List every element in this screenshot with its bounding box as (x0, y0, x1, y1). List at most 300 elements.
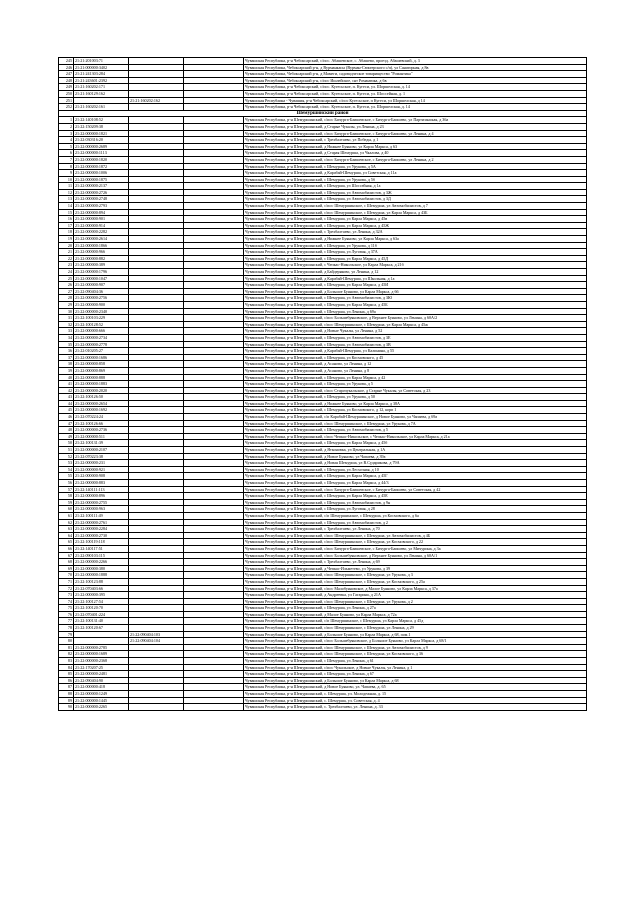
extra-number-cell (184, 493, 244, 500)
cadastral-number-cell: 21:22:000000:914 (74, 222, 129, 229)
address-cell: Чувашская Республика, р-н Шемуршинский, с Шемурша, ул Автомобилистов, д 5 (244, 427, 587, 434)
table-row (59, 480, 587, 487)
previous-number-cell (129, 572, 184, 579)
row-number-cell: 21 (59, 249, 74, 256)
extra-number-cell (184, 447, 244, 454)
table-row (59, 677, 587, 684)
table-row (59, 578, 587, 585)
cadastral-number-cell: 21:22:000000:1872 (74, 163, 129, 170)
previous-number-cell (129, 269, 184, 276)
previous-number-cell (129, 203, 184, 210)
row-number-cell: 245 (59, 58, 74, 65)
row-number-cell: 56 (59, 480, 74, 487)
address-cell: Чувашская Республика, р-н Шемуршинский, д Старые Чукалы, ул Ленина, д 23 (244, 123, 587, 130)
previous-number-cell (129, 58, 184, 65)
row-number-cell: 46 (59, 414, 74, 421)
cadastral-number-cell: 21:22:000000:2266 (74, 559, 129, 566)
cadastral-number-cell: 21:22:000000:2282 (74, 229, 129, 236)
previous-number-cell (129, 90, 184, 97)
extra-number-cell (184, 519, 244, 526)
cadastral-number-cell: 21:22:000000:2755 (74, 499, 129, 506)
row-number-cell: 19 (59, 236, 74, 243)
extra-number-cell (184, 559, 244, 566)
row-number-cell: 23 (59, 262, 74, 269)
table-row (59, 288, 587, 295)
table-row (59, 598, 587, 605)
row-number-cell: 54 (59, 466, 74, 473)
cadastral-number-cell: 21:22:000000:2265 (74, 704, 129, 711)
cadastral-number-cell: 21:22:000000:2020 (74, 387, 129, 394)
address-cell: Чувашская Республика, р-н Шемуршинский, с Шемурша, ул Карла Маркса, д 45Ж (244, 222, 587, 229)
table-row (59, 71, 587, 78)
cadastral-number-cell: 21:22:090103:115 (74, 552, 129, 559)
address-cell: Чувашская Республика, р-н Шемуршинский, с Шемурша, ул Урукова, д 11б (244, 242, 587, 249)
cadastral-number-cell: 21:22:070401:224 (74, 611, 129, 618)
extra-number-cell (184, 334, 244, 341)
cadastral-number-cell: 21:22:000000:1888 (74, 572, 129, 579)
table-row (59, 499, 587, 506)
table-row (59, 433, 587, 440)
row-number-cell: 85 (59, 671, 74, 678)
cadastral-number-cell: 21:22:100131:39 (74, 440, 129, 447)
extra-number-cell (184, 170, 244, 177)
extra-number-cell (184, 150, 244, 157)
previous-number-cell (129, 295, 184, 302)
table-row (59, 315, 587, 322)
cadastral-number-cell: 21:22:000000:1821 (74, 130, 129, 137)
previous-number-cell (129, 658, 184, 665)
row-number-cell: 7 (59, 156, 74, 163)
extra-number-cell (184, 117, 244, 124)
cadastral-number-cell: 21:22:000000:1796 (74, 269, 129, 276)
cadastral-number-cell: 21:22:000000:2654 (74, 400, 129, 407)
row-number-cell: 17 (59, 222, 74, 229)
row-number-cell: 58 (59, 493, 74, 500)
cadastral-number-cell: 21:22:000000:894 (74, 209, 129, 216)
address-cell: Чувашская Республика, р-н Шемуршинский, д Новая Шемурша, ул В.Сударикова, д 79А (244, 460, 587, 467)
extra-number-cell (184, 552, 244, 559)
table-row (59, 189, 587, 196)
cadastral-number-cell: 21:22:000000:2756 (74, 295, 129, 302)
address-cell: Чувашская Республика, р-н Шемуршинский, с/пос Большебуяновское, д Верхнее Буяново, ул Ленина, д 60А/2 (244, 315, 587, 322)
extra-number-cell (184, 255, 244, 262)
extra-number-cell (184, 203, 244, 210)
row-number-cell: 65 (59, 539, 74, 546)
table-row (59, 704, 587, 711)
cadastral-number-cell: 21:22:000000:2284 (74, 526, 129, 533)
address-cell: Чувашская Республика, р-н Шемуршинский, с Шемурша, ул Автомобилистов, д 3Е (244, 334, 587, 341)
previous-number-cell (129, 137, 184, 144)
table-row (59, 236, 587, 243)
address-cell: Чувашская Республика, р-н Чебоксарский, с/пос. Кугесьское, п. Кугеси, ул. Шоршелская, д. 14 (244, 84, 587, 91)
address-cell: Чувашская Республика, р-н Шемуршинский, д Малое Буяново, ул Карла Маркса, д 72а (244, 611, 587, 618)
address-cell: Чувашская Республика, р-н Шемуршинский, с/пос Шемуршинское, с Шемурша, ул Космовского, д 22 (244, 539, 587, 546)
table-row (59, 493, 587, 500)
address-cell: Чувашская Республика, р-н Чебоксарский, с/пос. Кугесьское, п. Кугеси, ул. Шоршелская, д. 14 (244, 104, 587, 111)
cadastral-number-cell: 21:22:000000:2730 (74, 532, 129, 539)
cadastral-number-cell: 21:22:070403:66 (74, 585, 129, 592)
table-row (59, 275, 587, 282)
cadastral-number-cell: 21:22:100127:54 (74, 598, 129, 605)
row-number-cell: 31 (59, 315, 74, 322)
address-cell: Чувашская Республика, р-н Шемуршинский, с. Трехбалтаево, ул. Ленина, д. 33 (244, 704, 587, 711)
extra-number-cell (184, 90, 244, 97)
row-number-cell: 59 (59, 499, 74, 506)
cadastral-number-cell: 21:22:100131:40 (74, 618, 129, 625)
row-number-cell: 86 (59, 677, 74, 684)
previous-number-cell (129, 77, 184, 84)
cadastral-number-cell (74, 638, 129, 645)
previous-number-cell (129, 598, 184, 605)
address-cell: Чувашская Республика, р-н Шемуршинский, с Шемурша, ул Космовского, д 45 (244, 354, 587, 361)
extra-number-cell (184, 262, 244, 269)
table-row (59, 460, 587, 467)
row-number-cell: 67 (59, 552, 74, 559)
address-cell: Чувашская Республика, р-н Шемуршинский, с Шемурша, ул Урукова, д 5б (244, 176, 587, 183)
extra-number-cell (184, 512, 244, 519)
table-row (59, 651, 587, 658)
cadastral-number-cell: 21:22:030316:20 (74, 137, 129, 144)
cadastral-number-cell: 21:21:160129:162 (74, 90, 129, 97)
address-cell: Чувашская Республика, р-н Шемуршинский, с Шемурша, ул Урукова, д 50 (244, 394, 587, 401)
previous-number-cell (129, 671, 184, 678)
extra-number-cell (184, 308, 244, 315)
table-row (59, 605, 587, 612)
row-number-cell: 22 (59, 255, 74, 262)
address-cell: Чувашская Республика, р-н Шемуршинский, с/пос Бичурга-Баишевское, с Бичурга-Баишево, ул Мичурина, д 3а (244, 545, 587, 552)
cadastral-number-cell: 21:22:000000:2726 (74, 189, 129, 196)
document-page (58, 57, 586, 711)
table-row (59, 611, 587, 618)
address-cell: Чувашская Республика, р-н Шемуршинский, с Шемурша, ул Ленина, д 61 (244, 658, 587, 665)
extra-number-cell (184, 427, 244, 434)
previous-number-cell (129, 420, 184, 427)
row-number-cell: 6 (59, 150, 74, 157)
previous-number-cell (129, 387, 184, 394)
cadastral-number-cell: 21:22:100126:50 (74, 394, 129, 401)
cadastral-number-cell: 21:22:140117:51 (74, 545, 129, 552)
row-number-cell: 63 (59, 526, 74, 533)
table-row (59, 453, 587, 460)
table-row (59, 84, 587, 91)
address-cell: Чувашская Республика, р-н Шемуршинский, с Шемурша, ул Карла Маркса, д 45Г (244, 473, 587, 480)
table-row (59, 486, 587, 493)
row-number-cell: 57 (59, 486, 74, 493)
table-row (59, 618, 587, 625)
previous-number-cell (129, 255, 184, 262)
extra-number-cell (184, 420, 244, 427)
extra-number-cell (184, 407, 244, 414)
table-row (59, 295, 587, 302)
cadastral-number-cell: 21:22:000000:511 (74, 433, 129, 440)
address-cell: Чувашская Республика, р-н Шемуршинский, с/пос Шемуршинское, с Шемурша, ул Урукова, д 2 (244, 598, 587, 605)
row-number-cell: 81 (59, 644, 74, 651)
extra-number-cell (184, 196, 244, 203)
row-number-cell: 252 (59, 104, 74, 111)
extra-number-cell (184, 137, 244, 144)
table-row (59, 394, 587, 401)
row-number-cell: 77 (59, 618, 74, 625)
extra-number-cell (184, 361, 244, 368)
table-row (59, 341, 587, 348)
table-row (59, 196, 587, 203)
address-cell: Чувашская Республика, р-н Шемуршинский, д Асаново, ул Ленина, д 12 (244, 361, 587, 368)
address-cell: Чувашская Республика, Чебоксарский р-н, с/пос Ишлейское, снт Романтика, д 6в (244, 77, 587, 84)
address-cell: Чувашская Республика, р-н Шемуршинский, с/п Шемуршинское, с Шемурша, ул Космовского, д 6а (244, 512, 587, 519)
address-cell: Чувашская Республика, р-н Шемуршинский, с/пос Шемуршинское, с Шемурша, ул Автомобилистов, д 9 (244, 644, 587, 651)
previous-number-cell (129, 427, 184, 434)
table-row (59, 348, 587, 355)
cadastral-number-cell: 21:21:160202:161 (74, 104, 129, 111)
cadastral-number-cell: 21:22:000000:901 (74, 216, 129, 223)
table-row (59, 519, 587, 526)
previous-number-cell (129, 321, 184, 328)
extra-number-cell (184, 598, 244, 605)
row-number-cell: 249 (59, 84, 74, 91)
previous-number-cell (129, 684, 184, 691)
extra-number-cell (184, 618, 244, 625)
row-number-cell: 24 (59, 269, 74, 276)
extra-number-cell (184, 578, 244, 585)
table-row (59, 506, 587, 513)
row-number-cell: 79 (59, 631, 74, 638)
table-row (59, 90, 587, 97)
cadastral-number-cell: 21:22:000000:1883 (74, 381, 129, 388)
address-cell: Чувашская Республика, р-н Шемуршинский, с Шемурша, ул Автомобилистов, д 3Д (244, 196, 587, 203)
previous-number-cell (129, 407, 184, 414)
cadastral-number-cell: 21:22:000000:389 (74, 262, 129, 269)
cadastral-number-cell: 21:22:000000:921 (74, 466, 129, 473)
extra-number-cell (184, 691, 244, 698)
row-number-cell: 75 (59, 605, 74, 612)
table-row (59, 242, 587, 249)
previous-number-cell (129, 519, 184, 526)
row-number-cell: 61 (59, 512, 74, 519)
row-number-cell: 5 (59, 143, 74, 150)
address-cell: Чувашская Республика, р-н Шемуршинский, д Новые Чукалы, ул Ленина, д 52 (244, 328, 587, 335)
previous-number-cell (129, 334, 184, 341)
table-row (59, 163, 587, 170)
address-cell: Чувашская Республика, р-н Шемуршинский, с. Шемурша, ул. Молодежная, д. 15 (244, 691, 587, 698)
cadastral-number-cell: 21:22:100120:70 (74, 605, 129, 612)
cadastral-number-cell: 21:22:000000:2793 (74, 203, 129, 210)
previous-number-cell (129, 84, 184, 91)
extra-number-cell (184, 301, 244, 308)
previous-number-cell (129, 486, 184, 493)
previous-number-cell (129, 605, 184, 612)
previous-number-cell (129, 578, 184, 585)
row-number-cell: 80 (59, 638, 74, 645)
extra-number-cell (184, 480, 244, 487)
row-number-cell: 49 (59, 433, 74, 440)
address-cell: Чувашская Республика, р-н Шемуршинский, с Шемурша, ул Шоссейная, д 1а (244, 183, 587, 190)
extra-number-cell (184, 440, 244, 447)
previous-number-cell (129, 328, 184, 335)
table-row (59, 97, 587, 104)
extra-number-cell (184, 71, 244, 78)
previous-number-cell (129, 460, 184, 467)
row-number-cell: 45 (59, 407, 74, 414)
row-number-cell: 51 (59, 447, 74, 454)
cadastral-number-cell: 21:22:000000:908 (74, 473, 129, 480)
address-cell: Чувашская Республика, р-н Шемуршинский, д Байдеряково, ул Ленина, д 12 (244, 269, 587, 276)
row-number-cell: 35 (59, 341, 74, 348)
row-number-cell: 50 (59, 440, 74, 447)
table-row (59, 440, 587, 447)
row-number-cell: 43 (59, 394, 74, 401)
cadastral-number-cell: 21:22:000000:418 (74, 684, 129, 691)
address-cell: Чувашская Республика, р-н Шемуршинский, с Трехбалтаево, ул Ленина, д 70 (244, 526, 587, 533)
extra-number-cell (184, 249, 244, 256)
row-number-cell: 27 (59, 288, 74, 295)
row-number-cell: 16 (59, 216, 74, 223)
previous-number-cell (129, 348, 184, 355)
table-row (59, 552, 587, 559)
row-number-cell: 90 (59, 704, 74, 711)
row-number-cell: 76 (59, 611, 74, 618)
row-number-cell: 64 (59, 532, 74, 539)
extra-number-cell (184, 288, 244, 295)
row-number-cell: 251 (59, 97, 74, 104)
previous-number-cell (129, 592, 184, 599)
previous-number-cell (129, 150, 184, 157)
extra-number-cell (184, 671, 244, 678)
cadastral-number-cell: 21:22:000000:963 (74, 506, 129, 513)
extra-number-cell (184, 156, 244, 163)
extra-number-cell (184, 123, 244, 130)
previous-number-cell (129, 473, 184, 480)
address-cell: Чувашская Республика, р-н Шемуршинский, с Шемурша, ул Карла Маркса, д 44/3 (244, 480, 587, 487)
cadastral-number-cell: 21:22:000000:2785 (74, 644, 129, 651)
previous-number-cell (129, 704, 184, 711)
cadastral-number-cell: 21:22:000000:231 (74, 460, 129, 467)
row-number-cell: 248 (59, 77, 74, 84)
cadastral-number-cell: 21:22:000000:1875 (74, 176, 129, 183)
address-cell: Чувашская Республика, р-н Шемуршинский, с Шемурша, ул Урукова, д 5 (244, 381, 587, 388)
row-number-cell: 1 (59, 117, 74, 124)
row-number-cell: 71 (59, 578, 74, 585)
previous-number-cell: 21:22:090404:103 (129, 631, 184, 638)
table-row (59, 572, 587, 579)
cadastral-number-cell: 21:22:000000:1113 (74, 150, 129, 157)
address-cell: Чувашская Республика, р-н Шемуршинский, с Шемурша, ул Карла Маркса, д 45в (244, 216, 587, 223)
row-number-cell: 26 (59, 282, 74, 289)
row-number-cell: 14 (59, 203, 74, 210)
extra-number-cell (184, 684, 244, 691)
address-cell: Чувашская Республика, р-н Шемуршинский, с/пос Шемуршинское, с Шемурша, ул Автомобилистов, д 7 (244, 203, 587, 210)
previous-number-cell (129, 447, 184, 454)
table-row (59, 427, 587, 434)
cadastral-number-cell: 21:22:100120:67 (74, 625, 129, 632)
previous-number-cell (129, 381, 184, 388)
extra-number-cell (184, 605, 244, 612)
previous-number-cell (129, 104, 184, 111)
cadastral-number-cell: 21:22:000000:2481 (74, 671, 129, 678)
address-cell: Чувашская Республика, Чебоксарский р-н, д Вурманкасы (Вурман-Сюктерского с/п), ул Санаторная, д 8в (244, 64, 587, 71)
table-body-top (59, 58, 587, 111)
previous-number-cell (129, 559, 184, 566)
address-cell: Чувашская Республика, р-н Шемуршинский, д Старая Шемурша, ул Чкалова, д 40 (244, 150, 587, 157)
cadastral-number-cell: 21:22:000000:1866 (74, 242, 129, 249)
cadastral-number-cell: 21:22:090404:36 (74, 288, 129, 295)
table-row (59, 691, 587, 698)
extra-number-cell (184, 354, 244, 361)
table-row (59, 137, 587, 144)
cadastral-number-cell: 21:22:000000:966 (74, 249, 129, 256)
table-row (59, 559, 587, 566)
address-cell: Чувашская Республика, р-н Шемуршинский, с Шемурша, ул Карла Маркса, д 45Д (244, 255, 587, 262)
table-row (59, 532, 587, 539)
address-cell: Чувашская Республика, р-н Шемуршинский, с Шемурша, ул Карла Маркса, д 42 (244, 374, 587, 381)
previous-number-cell (129, 242, 184, 249)
address-cell: Чувашская Республика, р-н Шемуршинский, с/пос Большебуяновское, д Верхнее Буяново, ул Ленина, д 60А/1 (244, 552, 587, 559)
table-row (59, 381, 587, 388)
cadastral-number-cell: 21:22:000000:395 (74, 592, 129, 599)
row-number-cell: 10 (59, 176, 74, 183)
previous-number-cell (129, 440, 184, 447)
extra-number-cell (184, 394, 244, 401)
table-row (59, 367, 587, 374)
table-row (59, 526, 587, 533)
extra-number-cell (184, 539, 244, 546)
extra-number-cell (184, 466, 244, 473)
address-cell: Чувашская Республика, р-н Шемуршинский, с. Шемурша, ул. Советская, д. 4 (244, 697, 587, 704)
address-cell: Чувашская Республика, р-н Шемуршинский, с Шемурша, ул Луговая, д 28 (244, 506, 587, 513)
row-number-cell: 62 (59, 519, 74, 526)
extra-number-cell (184, 209, 244, 216)
cadastral-number-cell: 21:22:000000:888 (74, 374, 129, 381)
cadastral-number-cell: 21:22:100126:66 (74, 420, 129, 427)
cadastral-number-cell (74, 631, 129, 638)
address-cell: Чувашская Республика, р-н Шемуршинский, с/пос Бичурга-Баишевское, с Бичурга-Баишево, ул Советская, д 42 (244, 486, 587, 493)
cadastral-number-cell: 21:21:243601:2392 (74, 77, 129, 84)
previous-number-cell (129, 130, 184, 137)
row-number-cell: 32 (59, 321, 74, 328)
address-cell: Чувашская Республика, р-н Шемуршинский, с Шемурша, ул Карла Маркса, д 45б (244, 440, 587, 447)
table-row (59, 255, 587, 262)
row-number-cell: 78 (59, 625, 74, 632)
address-cell: Чувашская Республика, р-н Шемуршинский, с/пос Шемуршинское, с Шемурша, ул Космовского, д 36 (244, 651, 587, 658)
previous-number-cell (129, 229, 184, 236)
previous-number-cell (129, 499, 184, 506)
address-cell: Чувашская Республика, р-н Шемуршинский, с Шемурша, ул Космовского, д 12, корп 1 (244, 407, 587, 414)
cadastral-number-cell: 21:22:000000:1445 (74, 697, 129, 704)
table-row (59, 301, 587, 308)
cadastral-number-cell: 21:22:000000:1820 (74, 156, 129, 163)
table-row (59, 104, 587, 111)
table-row (59, 222, 587, 229)
row-number-cell: 69 (59, 565, 74, 572)
row-number-cell: 74 (59, 598, 74, 605)
previous-number-cell (129, 301, 184, 308)
extra-number-cell (184, 400, 244, 407)
address-cell: Чувашская Республика, р-н Шемуршинский, с Шемурша, ул Лесхозная, д 10 (244, 466, 587, 473)
previous-number-cell (129, 216, 184, 223)
cadastral-number-cell: 21:22:100119:118 (74, 539, 129, 546)
cadastral-number-cell: 21:22:000000:2689 (74, 143, 129, 150)
previous-number-cell (129, 644, 184, 651)
address-cell: Чувашская Республика, р-н Шемуршинский, д Новое Буяново, ул Чапаева, д 39а (244, 453, 587, 460)
cadastral-number-cell: 21:22:000000:2368 (74, 658, 129, 665)
address-cell: Чувашская Республика, р-н Шемуршинский, с Шемурша, ул Карла Маркса, д 45Б (244, 301, 587, 308)
cadastral-number-cell: 21:22:000000:882 (74, 255, 129, 262)
address-cell: Чувашская Республика, р-н Шемуршинский, с Шемурша, ул Автомобилистов, д 3Ж (244, 189, 587, 196)
previous-number-cell (129, 367, 184, 374)
extra-number-cell (184, 348, 244, 355)
extra-number-cell (184, 644, 244, 651)
address-cell: Чувашская Республика, р-н Шемуршинский, д Нижнее Буяново, ул Карла Маркса, д 63а (244, 236, 587, 243)
table-row (59, 374, 587, 381)
